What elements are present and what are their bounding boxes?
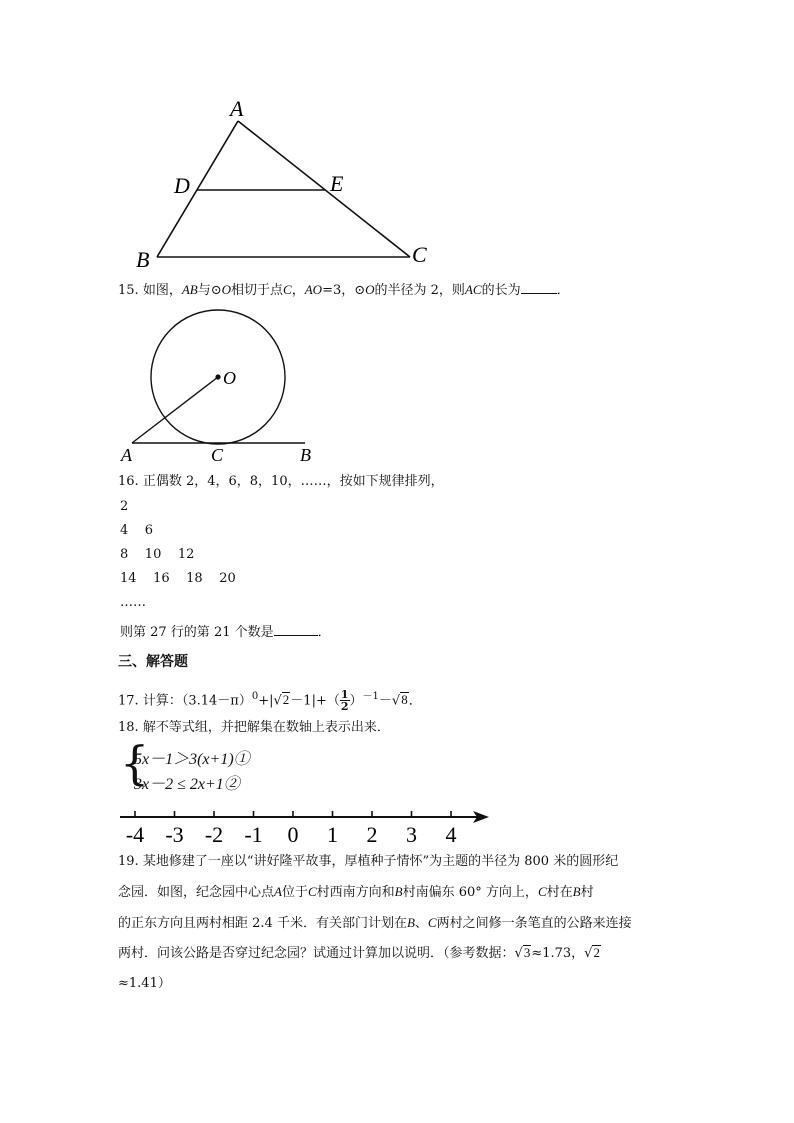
fraction-one-half: $\frac{1}{2}$ xyxy=(340,688,349,714)
label-d: D xyxy=(174,173,190,198)
question-17: 17. 计算：$(3.14-\pi)^0+|√2-1|+$（ $\frac{1}{2}$ ）$^{-1}$－√8． xyxy=(118,688,422,714)
tick-label-3: 3 xyxy=(406,822,417,846)
q19-line-2: 念园．如图，纪念园中心点A位于C村西南方向和B村南偏东 60° 方向上，C村在B村 xyxy=(118,884,594,900)
label-b: B xyxy=(136,247,150,272)
number-line xyxy=(115,800,500,846)
segment-ab xyxy=(157,121,238,257)
inequality-1: 5x－1＞3(x+1)① xyxy=(134,751,250,768)
label-b2: B xyxy=(300,445,311,465)
circle-tangent-figure xyxy=(115,302,330,467)
inequality-2: 3x－2 ≤ 2x+1② xyxy=(134,776,240,793)
q16-row-1: 2 xyxy=(120,499,129,514)
q16-row-3: 8 10 12 xyxy=(120,547,195,562)
sqrt-2b: 2 xyxy=(593,945,600,960)
label-a2: A xyxy=(121,445,132,465)
label-o: O xyxy=(223,368,236,388)
tick-label-4: 4 xyxy=(445,822,457,846)
label-a: A xyxy=(230,96,244,121)
tick-label--2: -2 xyxy=(204,822,224,846)
answer-blank-15[interactable] xyxy=(521,281,557,294)
q16-row-4: 14 16 18 20 xyxy=(120,571,236,586)
center-point-o xyxy=(215,374,220,379)
sqrt-8: 8 xyxy=(401,692,408,708)
question-16: 16. 正偶数 2，4，6，8，10，……，按如下规律排列， xyxy=(118,474,444,489)
segment-ac xyxy=(238,121,410,257)
q15-number: 15. xyxy=(118,283,139,298)
segment-ao xyxy=(132,377,218,443)
tick-label--3: -3 xyxy=(165,822,184,846)
label-c2: C xyxy=(211,445,224,465)
tick-label-1: 1 xyxy=(327,822,338,846)
q16-row-2: 4 6 xyxy=(120,523,154,538)
tick-label-2: 2 xyxy=(366,822,378,846)
question-19 xyxy=(118,847,678,999)
sqrt-3: 3 xyxy=(523,945,531,960)
triangle-figure xyxy=(120,90,450,280)
label-e: E xyxy=(330,171,344,196)
answer-blank-16[interactable] xyxy=(274,623,318,636)
label-c: C xyxy=(412,242,427,267)
section-title: 三、解答题 xyxy=(118,654,188,670)
question-15: 15. 如图，AB与⊙O相切于点C，AO=3，⊙O的半径为 2，则AC的长为 ． xyxy=(118,282,570,298)
sqrt-2: 2 xyxy=(282,692,290,708)
tick-label-0: 0 xyxy=(287,822,299,846)
q16-question: 则第 27 行的第 21 个数是 ． xyxy=(120,625,331,640)
tick-label--4: -4 xyxy=(125,822,145,846)
q19-line-4: 两村．问该公路是否穿过纪念园？试通过计算加以说明．（参考数据：√3≈1.73，√2 xyxy=(118,945,600,961)
q19-line-3: 的正东方向且两村相距 2.4 千米．有关部门计划在B、C两村之间修一条笔直的公路来连接 xyxy=(118,915,632,931)
q19-line-1: 19. 某地修建了一座以“讲好隆平故事，厚植种子情怀”为主题的半径为 800 米的圆形纪 xyxy=(118,854,619,869)
tick-label--1: -1 xyxy=(244,822,263,846)
question-18: 18. 解不等式组，并把解集在数轴上表示出来． xyxy=(118,720,390,735)
q19-line-5: ≈1.41） xyxy=(118,976,171,991)
left-brace: { xyxy=(120,736,150,790)
q16-row-5: …… xyxy=(120,595,146,610)
